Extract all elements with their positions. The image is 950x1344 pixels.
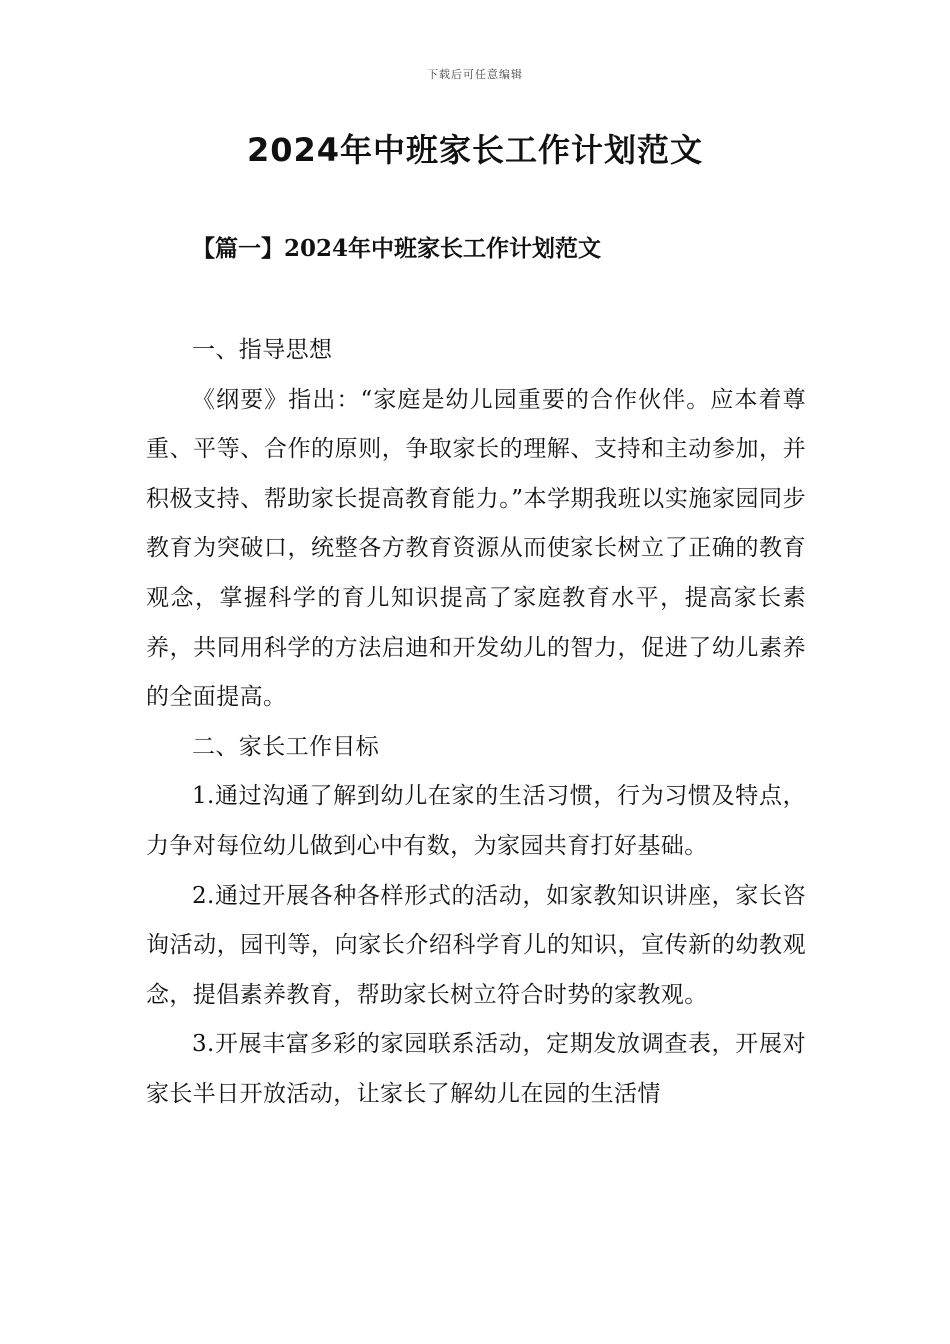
section-subheading: 【篇一】2024年中班家长工作计划范文 [192,235,602,262]
document-title: 2024年中班家长工作计划范文 [246,131,704,169]
paragraph: 1.通过沟通了解到幼儿在家的生活习惯，行为习惯及特点，力争对每位幼儿做到心中有数，为家园共育打好基础。 [146,783,806,859]
section-heading: 一、指导思想 [192,337,333,363]
paragraph: 2.通过开展各种各样形式的活动，如家教知识讲座，家长咨询活动，园刊等，向家长介绍科学育儿的知识，宣传新的幼教观念，提倡素养教育，帮助家长树立符合时势的家教观。 [146,882,806,1008]
section-heading: 二、家长工作目标 [192,733,380,760]
paragraph: 《纲要》指出：“家庭是幼儿园重要的合作伙伴。应本着尊重、平等、合作的原则，争取家长的理解、支持和主动参加，并积极支持、帮助家长提高教育能力。”本学期我班以实施家园同步教育为突破口，统整各方教育资源从而使家长树立了正确的教育观念，掌握科学的育儿知识提高了家庭教育水平，提高家长素养，共同用科学的方法启迪和开发幼儿的智力，促进了幼儿素养的全面提高。 [146,386,806,711]
paragraph: 3.开展丰富多彩的家园联系活动，定期发放调查表，开展对家长半日开放活动，让家长了解幼儿在园的生活情 [146,1031,806,1107]
document-body [146,326,806,1120]
header-note: 下载后可任意编辑 [427,68,523,81]
